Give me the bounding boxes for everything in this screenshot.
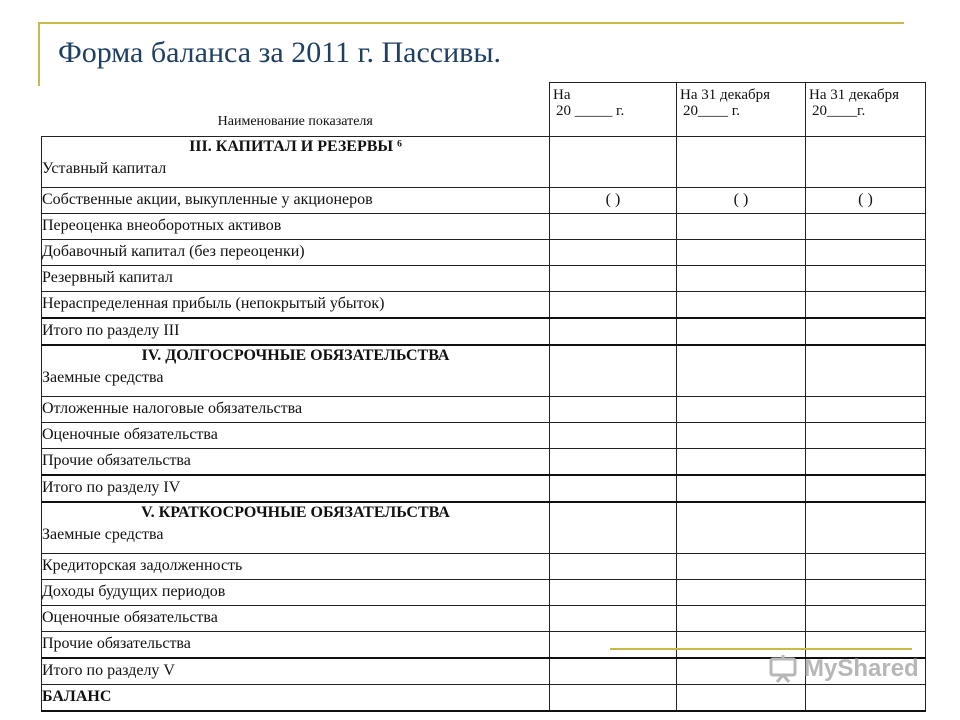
value-cell[interactable] (550, 448, 677, 475)
value-cell[interactable] (550, 658, 677, 685)
header-period-3-line2: 20____г. (812, 102, 866, 119)
value-cell[interactable] (806, 448, 926, 475)
value-cell[interactable] (806, 684, 926, 711)
paren-value: ( ) (858, 190, 873, 208)
table-row-total (42, 475, 926, 502)
table-row (42, 448, 926, 475)
header-period-1-line2: 20 _____ г. (556, 102, 625, 119)
table-row (42, 187, 926, 213)
table-row (42, 422, 926, 448)
row-label: Оценочные обязательства (42, 605, 550, 631)
section-3-title: III. КАПИТАЛ И РЕЗЕРВЫ ⁶ (189, 137, 402, 155)
value-cell[interactable] (806, 345, 926, 397)
table-row (42, 136, 926, 187)
value-cell[interactable] (806, 605, 926, 631)
value-cell[interactable] (677, 291, 806, 318)
table-row-total (42, 318, 926, 345)
value-cell[interactable] (677, 422, 806, 448)
value-cell[interactable] (550, 553, 677, 579)
table-row (42, 502, 926, 554)
header-period-1-line1: На (553, 87, 571, 103)
slide-frame-top (38, 22, 904, 24)
row-label: Нераспределенная прибыль (непокрытый убыток) (42, 291, 550, 318)
row-label: Прочие обязательства (42, 631, 550, 658)
value-cell[interactable] (677, 475, 806, 502)
value-cell[interactable] (806, 265, 926, 291)
value-cell-paren[interactable] (806, 187, 926, 213)
value-cell[interactable] (806, 422, 926, 448)
value-cell[interactable] (677, 136, 806, 187)
value-cell[interactable] (677, 265, 806, 291)
table-row (42, 605, 926, 631)
value-cell-paren[interactable] (677, 187, 806, 213)
value-cell[interactable] (806, 318, 926, 345)
section-4-cell (42, 345, 550, 397)
header-indicator-name: Наименование показателя (42, 83, 550, 137)
row-label: Резервный капитал (42, 265, 550, 291)
table-row (42, 396, 926, 422)
section-5-cell (42, 502, 550, 554)
value-cell[interactable] (806, 475, 926, 502)
section-4-title: IV. ДОЛГОСРОЧНЫЕ ОБЯЗАТЕЛЬСТВА (141, 346, 450, 364)
row-label: Итого по разделу III (42, 318, 550, 345)
row-label: Итого по разделу V (42, 658, 550, 685)
value-cell[interactable] (677, 396, 806, 422)
value-cell[interactable] (550, 579, 677, 605)
value-cell[interactable] (550, 631, 677, 658)
header-period-3 (806, 83, 926, 137)
row-label: Добавочный капитал (без переоценки) (42, 239, 550, 265)
watermark (768, 654, 919, 684)
row-label: Кредиторская задолженность (42, 553, 550, 579)
value-cell[interactable] (677, 684, 806, 711)
section-5-title: V. КРАТКОСРОЧНЫЕ ОБЯЗАТЕЛЬСТВА (141, 503, 450, 521)
row-label: Отложенные налоговые обязательства (42, 396, 550, 422)
value-cell[interactable] (677, 605, 806, 631)
value-cell[interactable] (550, 291, 677, 318)
header-period-1 (550, 83, 677, 137)
value-cell[interactable] (677, 213, 806, 239)
slide-frame-left (38, 22, 40, 86)
table-row (42, 239, 926, 265)
value-cell[interactable] (550, 422, 677, 448)
value-cell[interactable] (677, 553, 806, 579)
value-cell[interactable] (550, 265, 677, 291)
value-cell[interactable] (550, 239, 677, 265)
row-label: Заемные средства (42, 526, 164, 544)
value-cell[interactable] (550, 396, 677, 422)
value-cell[interactable] (806, 553, 926, 579)
value-cell[interactable] (550, 318, 677, 345)
table-row (42, 291, 926, 318)
table-row (42, 213, 926, 239)
row-label: Доходы будущих периодов (42, 579, 550, 605)
table-row (42, 345, 926, 397)
table-row-balance (42, 684, 926, 711)
paren-value: ( ) (605, 190, 621, 208)
value-cell[interactable] (550, 475, 677, 502)
slide-frame-bottom (610, 648, 912, 650)
value-cell[interactable] (550, 213, 677, 239)
slide-title: Форма баланса за 2011 г. Пассивы. (58, 36, 501, 69)
row-label: Собственные акции, выкупленные у акционеров (42, 187, 550, 213)
row-label: Оценочные обязательства (42, 422, 550, 448)
paren-value: ( ) (733, 190, 749, 208)
header-period-2-line2: 20____ г. (683, 102, 740, 119)
value-cell[interactable] (677, 345, 806, 397)
value-cell[interactable] (550, 345, 677, 397)
table-row (42, 265, 926, 291)
value-cell[interactable] (550, 605, 677, 631)
table-header-row (42, 83, 926, 137)
value-cell[interactable] (550, 136, 677, 187)
value-cell[interactable] (806, 213, 926, 239)
value-cell[interactable] (550, 684, 677, 711)
row-label: Итого по разделу IV (42, 475, 550, 502)
row-label: Переоценка внеоборотных активов (42, 213, 550, 239)
value-cell[interactable] (677, 579, 806, 605)
value-cell[interactable] (677, 239, 806, 265)
value-cell[interactable] (806, 396, 926, 422)
value-cell[interactable] (806, 136, 926, 187)
header-period-2 (677, 83, 806, 137)
value-cell[interactable] (677, 318, 806, 345)
value-cell-paren[interactable] (550, 187, 677, 213)
value-cell[interactable] (806, 239, 926, 265)
balance-label: БАЛАНС (42, 684, 550, 711)
value-cell[interactable] (806, 291, 926, 318)
balance-form-table (41, 82, 926, 712)
row-label: Заемные средства (42, 369, 164, 387)
header-period-2-line1: На 31 декабря (680, 87, 771, 103)
value-cell[interactable] (806, 502, 926, 554)
presentation-board-icon (768, 654, 798, 684)
table-row (42, 553, 926, 579)
row-label: Уставный капитал (42, 160, 167, 178)
value-cell[interactable] (806, 579, 926, 605)
section-3-cell (42, 136, 550, 187)
table-row (42, 579, 926, 605)
watermark-text: MyShared (804, 655, 919, 682)
row-label: Прочие обязательства (42, 448, 550, 475)
value-cell[interactable] (550, 502, 677, 554)
value-cell[interactable] (677, 502, 806, 554)
header-period-3-line1: На 31 декабря (809, 87, 900, 103)
value-cell[interactable] (677, 448, 806, 475)
